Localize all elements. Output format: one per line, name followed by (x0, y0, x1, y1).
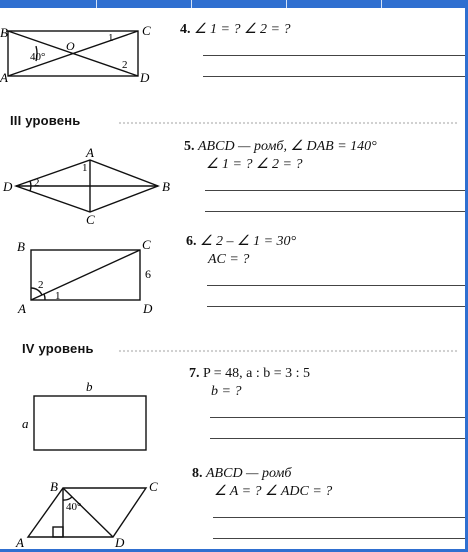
fig8-right-angle-mark (53, 527, 63, 537)
figure-8-rhombus (0, 475, 175, 549)
fig4-label-a: A (0, 70, 8, 84)
fig5-label-a: A (86, 146, 94, 160)
fig5-number-2: 2 (34, 177, 40, 189)
task-8 (192, 465, 332, 501)
fig6-label-c: C (142, 237, 151, 252)
figure-5-rhombus (0, 146, 180, 226)
task-number: 5. (184, 139, 195, 154)
fig8-label-d: D (115, 535, 125, 549)
fig4-label-o: O (66, 39, 75, 53)
fig4-label-d: D (140, 70, 150, 84)
fig8-label-b: B (50, 479, 58, 494)
fig6-side-length: 6 (145, 267, 151, 281)
fig5-label-d: D (3, 179, 13, 194)
answer-line (213, 538, 465, 539)
fig4-label-c: C (142, 23, 151, 38)
task-condition: ∠ 2 – ∠ 1 = 30° (200, 234, 297, 249)
fig4-number-2: 2 (122, 59, 128, 71)
fig4-label-b: B (0, 25, 8, 40)
fig6-number-2: 2 (38, 279, 44, 291)
border-tick (191, 0, 192, 8)
task-5 (184, 138, 377, 174)
border-tick (96, 0, 97, 8)
task-number: 6. (186, 234, 197, 249)
task-4 (180, 21, 291, 39)
answer-line (203, 55, 465, 56)
border-tick (381, 0, 382, 8)
task-condition: P = 48, a : b = 3 : 5 (203, 366, 311, 381)
fig6-diagonal-ac (31, 250, 140, 300)
figure-6-rectangle (0, 236, 180, 316)
task-question: AC = ? (208, 252, 250, 267)
figure-4-rectangle (0, 22, 160, 84)
fig4-angle-label: 40° (30, 51, 46, 63)
answer-line (205, 190, 465, 191)
answer-line (207, 306, 465, 307)
task-question: ∠ 1 = ? ∠ 2 = ? (206, 157, 303, 172)
fig7-side-a: a (22, 416, 29, 431)
fig8-angle-arc (63, 497, 72, 500)
answer-line (207, 285, 465, 286)
fig5-label-b: B (162, 179, 170, 194)
task-condition: ABCD — ромб (206, 466, 292, 481)
top-border (0, 0, 468, 8)
fig6-label-a: A (18, 301, 26, 316)
fig6-label-b: B (17, 239, 25, 254)
fig5-label-c: C (86, 212, 95, 226)
task-7 (189, 365, 310, 401)
task-question: ∠ A = ? ∠ ADC = ? (214, 484, 333, 499)
task-number: 8. (192, 466, 203, 481)
fig7-rect (34, 396, 146, 450)
fig7-side-b: b (86, 380, 93, 394)
task-number: 4. (180, 22, 191, 37)
fig8-angle-label: 40° (66, 501, 82, 513)
fig6-angle-arc-1 (44, 294, 45, 300)
heading-dots (118, 349, 458, 353)
task-question: b = ? (211, 384, 242, 399)
task-number: 7. (189, 366, 200, 381)
fig6-label-d: D (143, 301, 153, 316)
answer-line (213, 517, 465, 518)
level-3-heading: III уровень (10, 113, 81, 128)
task-6 (186, 233, 296, 269)
fig4-number-1: 1 (108, 32, 114, 44)
border-tick (286, 0, 287, 8)
task-question: ∠ 1 = ? ∠ 2 = ? (194, 22, 291, 37)
level-4-heading: IV уровень (22, 341, 94, 356)
answer-line (203, 76, 465, 77)
fig6-number-1: 1 (55, 290, 61, 302)
heading-dots (118, 121, 458, 125)
answer-line (210, 438, 465, 439)
answer-line (205, 211, 465, 212)
figure-7-rectangle (0, 380, 170, 455)
fig5-number-1: 1 (82, 162, 88, 174)
fig8-label-c: C (149, 479, 158, 494)
task-condition: ABCD — ромб, ∠ DAB = 140° (198, 139, 377, 154)
fig8-label-a: A (16, 535, 24, 549)
answer-line (210, 417, 465, 418)
